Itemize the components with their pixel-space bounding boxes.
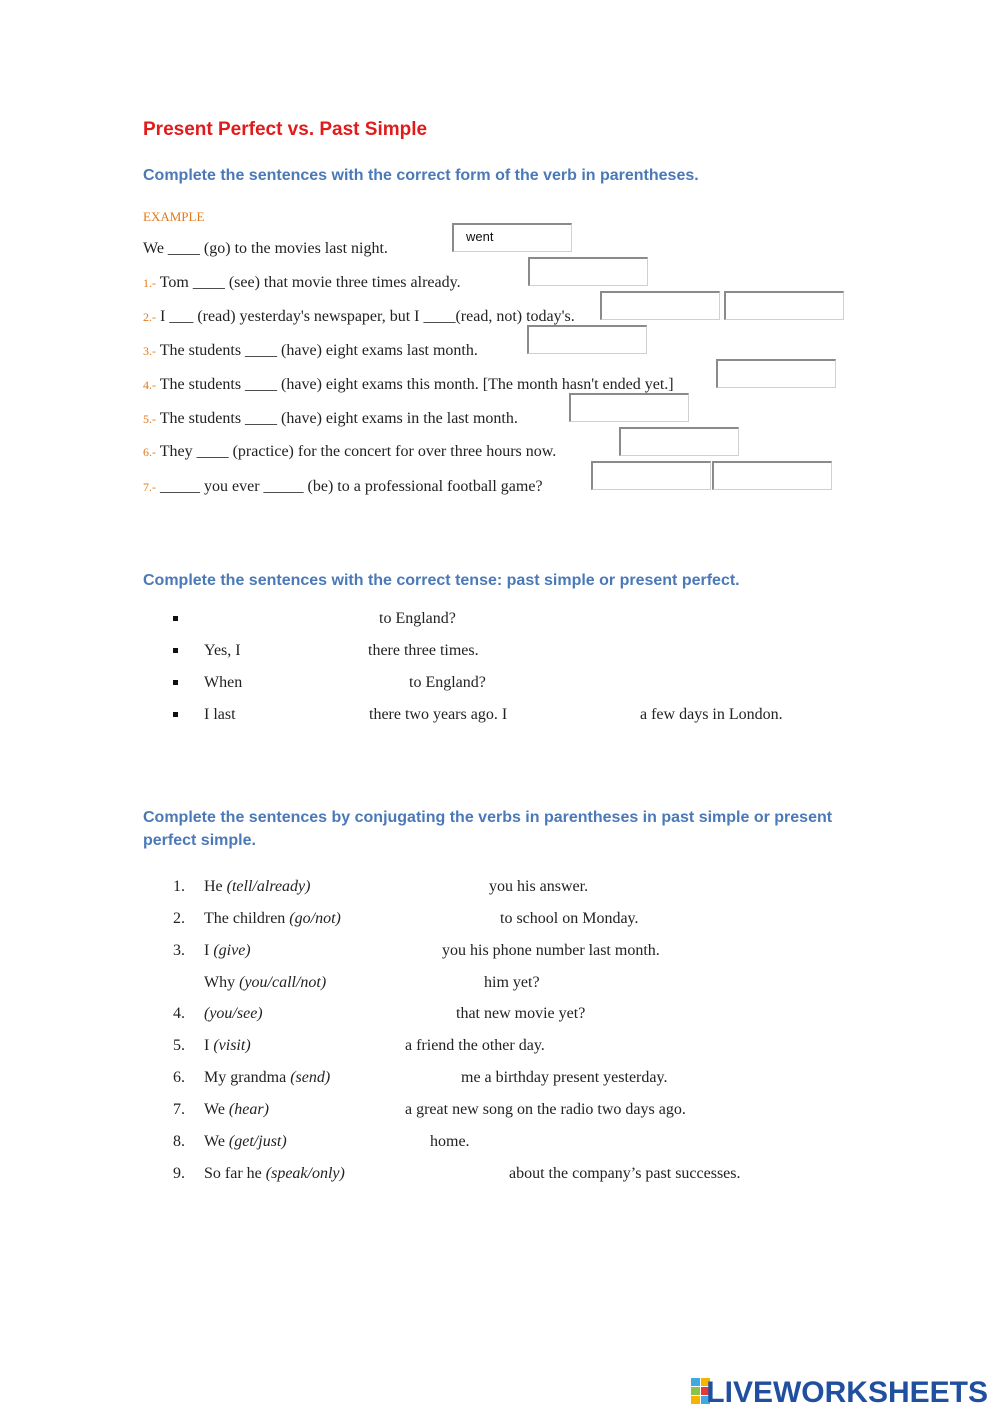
item-number: 6.- bbox=[143, 445, 156, 459]
liveworksheets-logo: LIVEWORKSHEETS bbox=[706, 1376, 988, 1409]
verb-hint: (go/not) bbox=[289, 910, 341, 927]
list-item-rest: about the company’s past successes. bbox=[509, 1165, 741, 1182]
exercise1-item bbox=[143, 308, 575, 326]
bullet3-text-a: When bbox=[204, 674, 243, 691]
list-number: 6. bbox=[173, 1069, 185, 1086]
verb-hint: (send) bbox=[290, 1069, 331, 1086]
prompt-text: So far he bbox=[204, 1165, 266, 1182]
list-item-rest: you his phone number last month. bbox=[442, 942, 660, 959]
item-number: 5.- bbox=[143, 412, 156, 426]
exercise1-item bbox=[143, 410, 518, 428]
answer-input-5[interactable] bbox=[569, 393, 689, 422]
verb-hint: (you/see) bbox=[204, 1005, 263, 1022]
bullet4-text-a: I last bbox=[204, 706, 236, 723]
exercise1-item bbox=[143, 478, 543, 496]
answer-input-1[interactable] bbox=[528, 257, 648, 286]
list-item-rest: that new movie yet? bbox=[456, 1005, 586, 1022]
item-number: 7.- bbox=[143, 480, 156, 494]
prompt-text: My grandma bbox=[204, 1069, 291, 1086]
example-sentence: We ____ (go) to the movies last night. bbox=[143, 240, 388, 257]
verb-hint: (speak/only) bbox=[265, 1165, 345, 1182]
list-item-prompt bbox=[204, 1133, 287, 1151]
list-item-prompt bbox=[204, 942, 251, 960]
item-text: Tom ____ (see) that movie three times already. bbox=[159, 274, 461, 291]
exercise1-item bbox=[143, 274, 461, 292]
list-item-prompt bbox=[204, 1165, 345, 1183]
list-item-prompt bbox=[204, 1101, 269, 1119]
list-item-rest: to school on Monday. bbox=[500, 910, 639, 927]
verb-hint: (visit) bbox=[213, 1037, 251, 1054]
section1-heading: Complete the sentences with the correct form of the verb in parentheses. bbox=[143, 167, 699, 184]
prompt-text: He bbox=[204, 878, 227, 895]
page-title: Present Perfect vs. Past Simple bbox=[143, 119, 428, 140]
list-item-rest: me a birthday present yesterday. bbox=[461, 1069, 668, 1086]
verb-hint: (hear) bbox=[228, 1101, 269, 1118]
answer-input-6[interactable] bbox=[619, 427, 739, 456]
list-item-rest: a great new song on the radio two days ago. bbox=[405, 1101, 686, 1118]
bullet2-text-b: there three times. bbox=[368, 642, 479, 659]
list-item-rest: home. bbox=[430, 1133, 470, 1150]
exercise1-item bbox=[143, 443, 556, 461]
bullet4-text-c: a few days in London. bbox=[640, 706, 783, 723]
exercise1-item bbox=[143, 376, 674, 394]
answer-input-2a[interactable] bbox=[600, 291, 720, 320]
list-item-prompt bbox=[204, 910, 341, 928]
bullet2-text-a: Yes, I bbox=[204, 642, 241, 659]
list-number: 8. bbox=[173, 1133, 185, 1150]
verb-hint: (get/just) bbox=[228, 1133, 287, 1150]
list-item-prompt bbox=[204, 1037, 251, 1055]
list-number: 3. bbox=[173, 942, 185, 959]
section3-heading-cont: perfect simple. bbox=[143, 832, 256, 849]
verb-hint: (you/call/not) bbox=[239, 974, 327, 991]
answer-input-3[interactable] bbox=[527, 325, 647, 354]
bullet-icon bbox=[173, 712, 178, 717]
list-item-prompt bbox=[204, 1069, 330, 1087]
item-text: I ___ (read) yesterday's newspaper, but I ____(read, not) today's. bbox=[160, 308, 575, 325]
prompt-text: The children bbox=[204, 910, 290, 927]
list-number: 4. bbox=[173, 1005, 185, 1022]
answer-input-7b[interactable] bbox=[712, 461, 832, 490]
list-item-rest: him yet? bbox=[484, 974, 540, 991]
item-number: 2.- bbox=[143, 310, 156, 324]
list-number: 9. bbox=[173, 1165, 185, 1182]
verb-hint: (tell/already) bbox=[226, 878, 311, 895]
list-number: 1. bbox=[173, 878, 185, 895]
bullet4-text-b: there two years ago. I bbox=[369, 706, 508, 723]
answer-input-2b[interactable] bbox=[724, 291, 844, 320]
item-text: The students ____ (have) eight exams last month. bbox=[159, 342, 478, 359]
item-text: They ____ (practice) for the concert for over three hours now. bbox=[159, 443, 557, 460]
list-number: 5. bbox=[173, 1037, 185, 1054]
bullet3-text-b: to England? bbox=[409, 674, 486, 691]
item-text: The students ____ (have) eight exams in the last month. bbox=[159, 410, 518, 427]
prompt-text: We bbox=[204, 1101, 229, 1118]
exercise1-item bbox=[143, 342, 478, 360]
prompt-text: I bbox=[204, 942, 214, 959]
prompt-text: We bbox=[204, 1133, 229, 1150]
list-item-prompt bbox=[204, 1005, 263, 1023]
item-number: 4.- bbox=[143, 378, 156, 392]
example-answer: went bbox=[466, 229, 494, 244]
list-item-prompt bbox=[204, 878, 310, 896]
item-number: 3.- bbox=[143, 344, 156, 358]
bullet-icon bbox=[173, 616, 178, 621]
item-text: The students ____ (have) eight exams this month. [The month hasn't ended yet.] bbox=[159, 376, 674, 393]
list-number: 7. bbox=[173, 1101, 185, 1118]
bullet1-text: to England? bbox=[379, 610, 456, 627]
prompt-text: Why bbox=[204, 974, 240, 991]
list-number: 2. bbox=[173, 910, 185, 927]
list-item-prompt bbox=[204, 974, 326, 992]
section2-heading: Complete the sentences with the correct tense: past simple or present perfect. bbox=[143, 572, 740, 589]
bullet-icon bbox=[173, 648, 178, 653]
section3-heading: Complete the sentences by conjugating the verbs in parentheses in past simple or present bbox=[143, 809, 833, 826]
list-item-rest: you his answer. bbox=[489, 878, 589, 895]
prompt-text: I bbox=[204, 1037, 214, 1054]
answer-input-4[interactable] bbox=[716, 359, 836, 388]
item-number: 1.- bbox=[143, 276, 156, 290]
answer-input-7a[interactable] bbox=[591, 461, 711, 490]
example-label: EXAMPLE bbox=[143, 209, 205, 224]
verb-hint: (give) bbox=[213, 942, 251, 959]
example-answer-box bbox=[452, 223, 572, 252]
item-text: _____ you ever _____ (be) to a professional football game? bbox=[160, 478, 543, 495]
list-item-rest: a friend the other day. bbox=[405, 1037, 545, 1054]
bullet-icon bbox=[173, 680, 178, 685]
